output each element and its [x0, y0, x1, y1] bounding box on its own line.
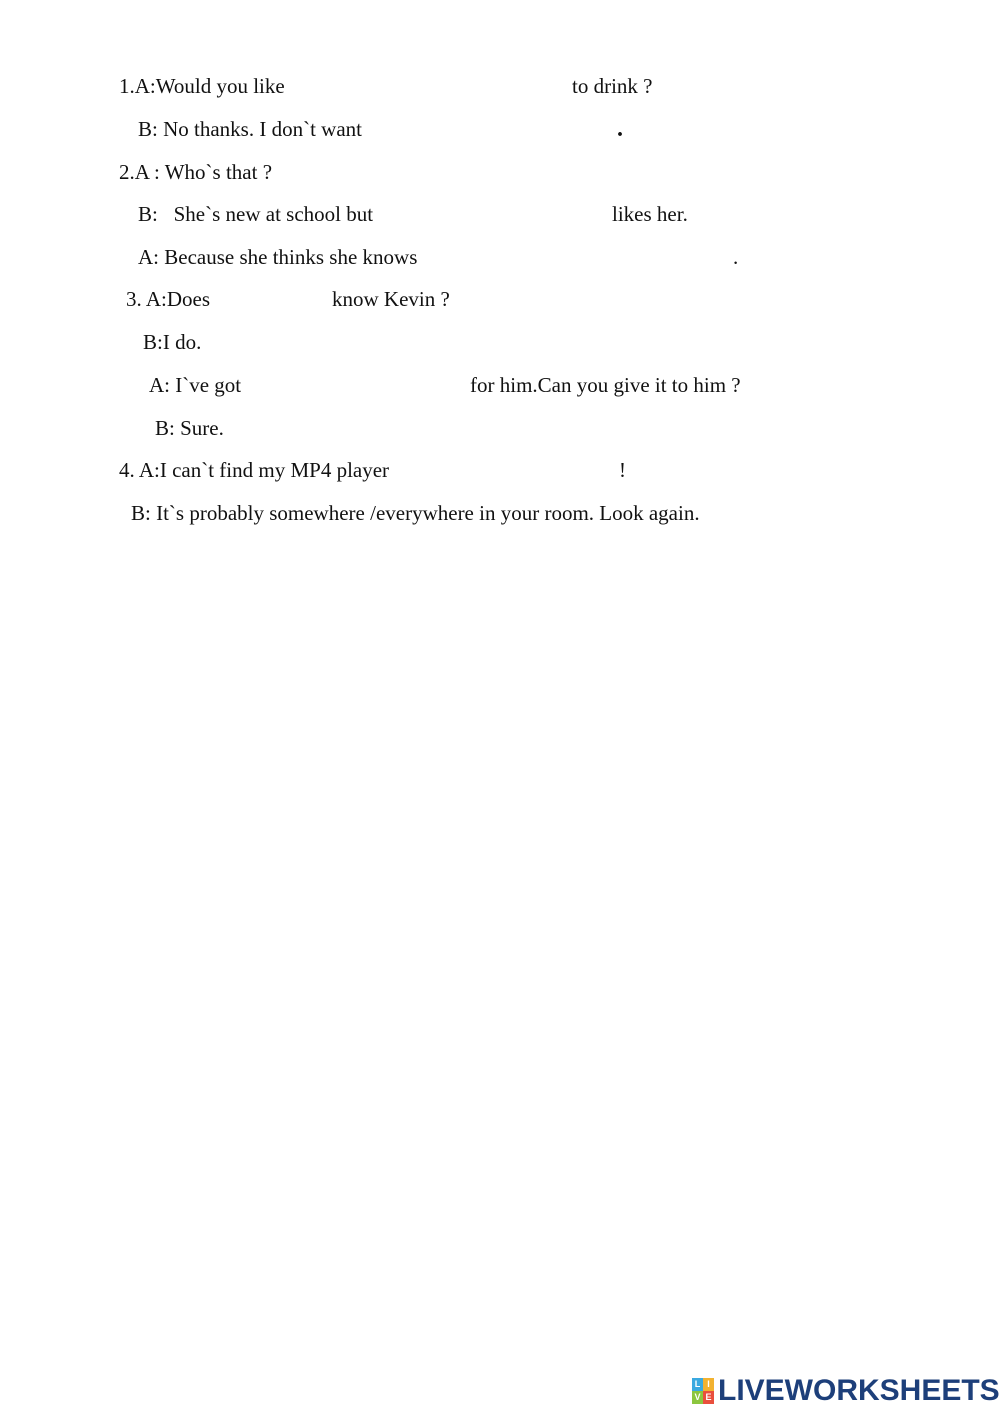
logo-text: LIVEWORKSHEETS [718, 1374, 1000, 1407]
q3-line-c-end: for him.Can you give it to him ? [470, 373, 741, 397]
q4-line-b: B: It`s probably somewhere /everywhere in your room. Look again. [131, 501, 700, 525]
logo-mark-e: E [703, 1391, 714, 1404]
q3-line-a-end: know Kevin ? [332, 287, 450, 311]
logo-mark-i: I [703, 1378, 714, 1391]
q2-line-c-start: A: Because she thinks she knows [138, 245, 418, 269]
logo-mark-v: V [692, 1391, 703, 1404]
q1-line-a-start: 1.A:Would you like [119, 74, 285, 98]
q1-line-b-end: . [617, 116, 623, 142]
q2-line-b-start: B: She`s new at school but [138, 202, 374, 226]
q3-line-a-start: 3. A:Does [126, 287, 210, 311]
q2-line-b-end: likes her. [612, 202, 688, 226]
q1-line-b-start: B: No thanks. I don`t want [138, 117, 362, 141]
q3-line-d: B: Sure. [155, 416, 224, 440]
q2-line-c-end: . [733, 245, 739, 269]
q2-line-a: 2.A : Who`s that ? [119, 160, 273, 184]
q4-line-a-start: 4. A:I can`t find my MP4 player [119, 458, 390, 482]
q4-line-a-end: ! [619, 458, 626, 482]
liveworksheets-logo [692, 1375, 1000, 1407]
q1-line-a-end: to drink ? [572, 74, 653, 98]
logo-mark-l: L [692, 1378, 703, 1391]
q3-line-b: B:I do. [143, 330, 202, 354]
q3-line-c-start: A: I`ve got [149, 373, 242, 397]
logo-mark-icon [692, 1378, 714, 1404]
